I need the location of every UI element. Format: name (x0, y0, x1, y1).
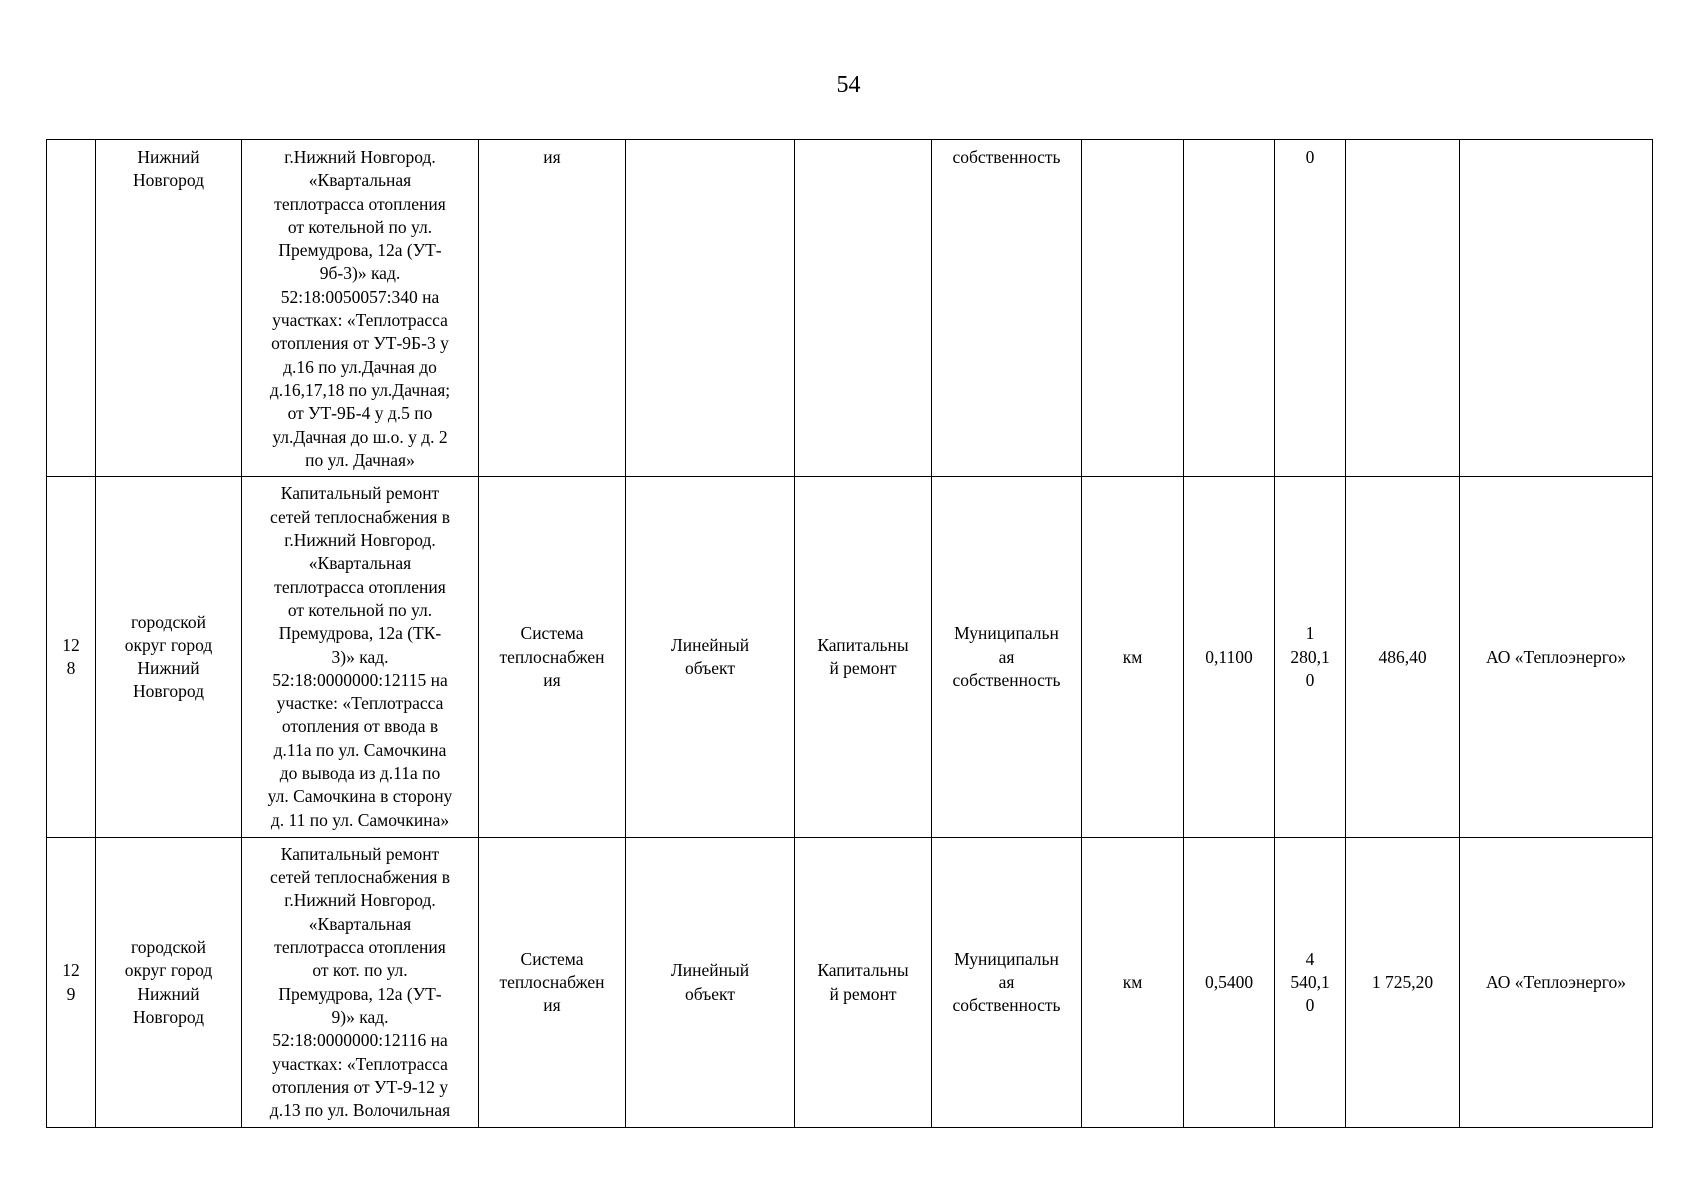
cell-system: Система теплоснабжен ия (479, 838, 626, 1128)
cell-cost-total: 0 (1275, 140, 1346, 477)
cell-ownership: Муниципальн ая собственность (932, 477, 1082, 838)
table-row (47, 838, 1653, 1128)
cell-object-type: Линейный объект (626, 477, 795, 838)
cell-ownership: Муниципальн ая собственность (932, 838, 1082, 1128)
page-number (0, 72, 1697, 99)
cell-name: Капитальный ремонт сетей теплоснабжения в г.Нижний Новгород. «Квартальная теплотрасса отопления от кот. по ул. Премудрова, 12а (УТ- 9)» кад. 52:18:0000000:12116 на участках: «Теплотрасса отопления от УТ-9-12 у д.13 по ул. Волочильная (242, 838, 479, 1128)
table-row (47, 477, 1653, 838)
cell-work-type (795, 140, 932, 477)
cell-operator: АО «Теплоэнерго» (1460, 838, 1653, 1128)
cell-unit: км (1082, 838, 1184, 1128)
cell-ownership: собственность (932, 140, 1082, 477)
cell-num (47, 140, 96, 477)
cell-object-type (626, 140, 795, 477)
cell-system: Система теплоснабжен ия (479, 477, 626, 838)
cell-unit: км (1082, 477, 1184, 838)
cell-territory: городской округ город Нижний Новгород (96, 477, 242, 838)
cell-work-type: Капитальны й ремонт (795, 838, 932, 1128)
cell-operator (1460, 140, 1653, 477)
cell-cost-part (1346, 140, 1460, 477)
page-number-text: 54 (836, 72, 861, 98)
cell-territory: городской округ город Нижний Новгород (96, 838, 242, 1128)
cell-name: Капитальный ремонт сетей теплоснабжения в г.Нижний Новгород. «Квартальная теплотрасса отопления от котельной по ул. Премудрова, 12а (ТК- 3)» кад. 52:18:0000000:12115 на участке: «Теплотрасса отопления от ввода в д.11а по ул. Самочкина до вывода из д.11а по ул. Самочкина в сторону д. 11 по ул. Самочкина» (242, 477, 479, 838)
cell-operator: АО «Теплоэнерго» (1460, 477, 1653, 838)
cell-system: ия (479, 140, 626, 477)
cell-object-type: Линейный объект (626, 838, 795, 1128)
works-table (46, 139, 1653, 1128)
cell-length: 0,1100 (1184, 477, 1275, 838)
cell-num: 12 8 (47, 477, 96, 838)
cell-name: г.Нижний Новгород. «Квартальная теплотрасса отопления от котельной по ул. Премудрова, 12а (УТ- 9б-3)» кад. 52:18:0050057:340 на участках: «Теплотрасса отопления от УТ-9Б-3 у д.16 по ул.Дачная до д.16,17,18 по ул.Дачная; от УТ-9Б-4 у д.5 по ул.Дачная до ш.о. у д. 2 по ул. Дачная» (242, 140, 479, 477)
cell-cost-part: 486,40 (1346, 477, 1460, 838)
cell-work-type: Капитальны й ремонт (795, 477, 932, 838)
cell-length (1184, 140, 1275, 477)
cell-cost-total: 1 280,1 0 (1275, 477, 1346, 838)
cell-territory: Нижний Новгород (96, 140, 242, 477)
cell-cost-total: 4 540,1 0 (1275, 838, 1346, 1128)
cell-length: 0,5400 (1184, 838, 1275, 1128)
cell-unit (1082, 140, 1184, 477)
table-row (47, 140, 1653, 477)
cell-num: 12 9 (47, 838, 96, 1128)
cell-cost-part: 1 725,20 (1346, 838, 1460, 1128)
